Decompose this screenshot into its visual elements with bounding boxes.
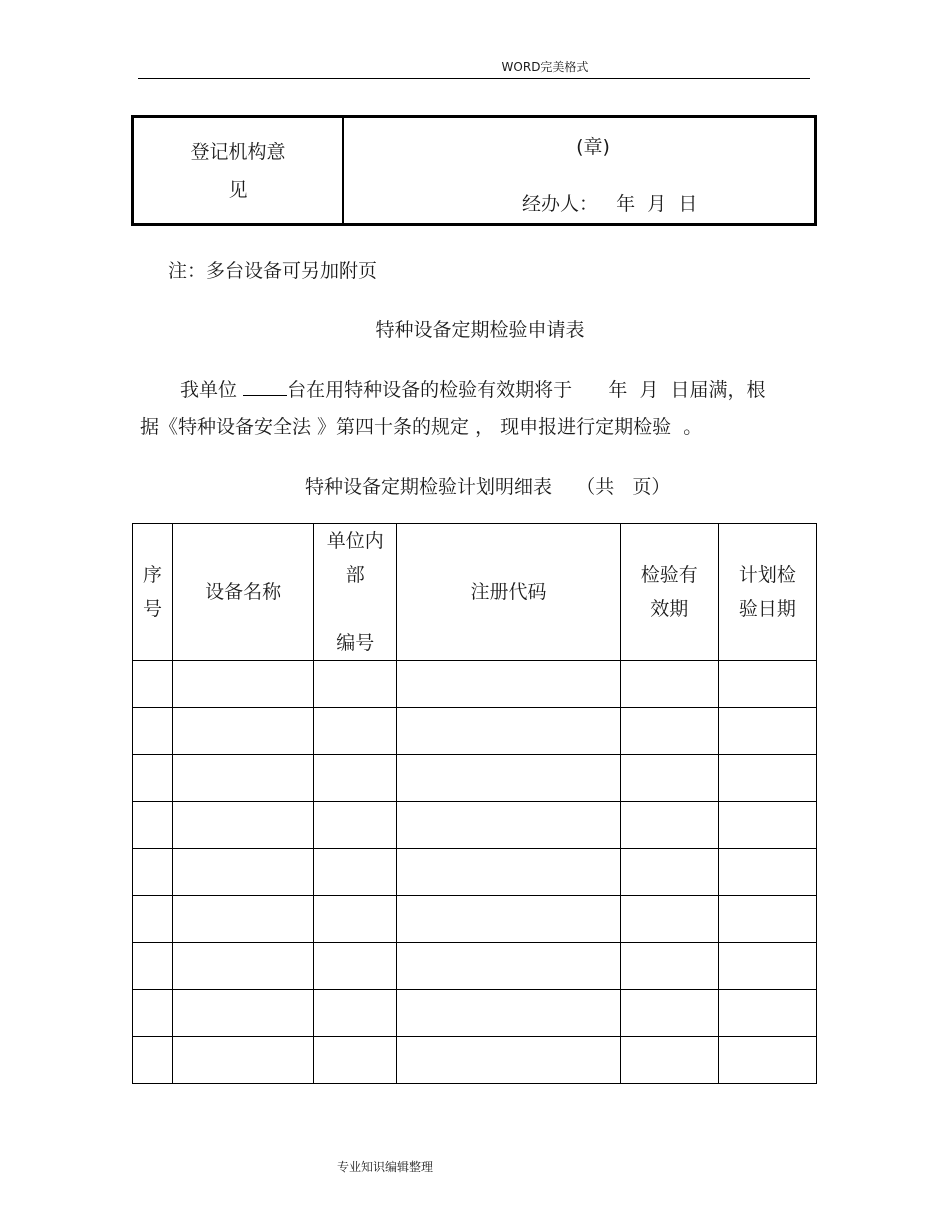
header-line: 单位内 (326, 530, 384, 552)
page-footer (337, 1158, 433, 1175)
table-cell[interactable] (133, 943, 173, 990)
table-cell[interactable] (718, 661, 816, 708)
table-cell[interactable] (133, 802, 173, 849)
table-cell[interactable] (397, 990, 620, 1037)
header-line: 检验有 (640, 564, 698, 586)
plan-title-text: 特种设备定期检验计划明细表 (305, 476, 553, 498)
table-cell[interactable] (314, 849, 397, 896)
table-cell[interactable] (397, 1037, 620, 1084)
para-month: 月 (639, 379, 659, 401)
table-row (133, 1037, 817, 1084)
header-line: 号 (143, 598, 163, 620)
footer-text: 专业知识编辑整理 (337, 1160, 434, 1174)
table-row (133, 661, 817, 708)
table-cell[interactable] (397, 943, 620, 990)
registration-opinion-cell (343, 117, 816, 225)
table-cell[interactable] (314, 708, 397, 755)
table-cell[interactable] (620, 802, 718, 849)
table-cell[interactable] (718, 896, 816, 943)
table-cell[interactable] (620, 661, 718, 708)
table-cell[interactable] (397, 849, 620, 896)
plan-table-title (305, 472, 670, 499)
unit-count-blank[interactable] (243, 377, 287, 396)
page-header (0, 58, 950, 75)
para-part2: 台在用特种设备的检验有效期将于 (287, 379, 573, 401)
handler-line (522, 189, 697, 216)
table-cell[interactable] (173, 802, 314, 849)
table-cell[interactable] (133, 755, 173, 802)
table-cell[interactable] (397, 708, 620, 755)
table-cell[interactable] (173, 896, 314, 943)
handler-month: 月 (647, 193, 667, 215)
table-body (133, 661, 817, 1084)
plan-pages-open: （共 (576, 476, 615, 498)
table-cell[interactable] (314, 755, 397, 802)
table-cell[interactable] (133, 849, 173, 896)
header-rule (138, 78, 810, 79)
table-cell[interactable] (173, 755, 314, 802)
table-cell[interactable] (133, 990, 173, 1037)
registration-opinion-table (131, 115, 817, 226)
para-year: 年 (608, 379, 628, 401)
seal-text: (章) (576, 136, 610, 158)
table-cell[interactable] (314, 802, 397, 849)
table-row (133, 802, 817, 849)
table-cell[interactable] (314, 1037, 397, 1084)
table-cell[interactable] (397, 661, 620, 708)
header-serial (133, 524, 173, 661)
table-cell[interactable] (314, 990, 397, 1037)
table-row (133, 755, 817, 802)
table-row (133, 943, 817, 990)
registration-label-cell (133, 117, 344, 225)
header-line: 部 (345, 564, 365, 586)
table-cell[interactable] (620, 849, 718, 896)
table-row (133, 849, 817, 896)
table-cell[interactable] (173, 849, 314, 896)
header-line: 注册代码 (470, 581, 547, 603)
handler-day: 日 (678, 193, 698, 215)
table-cell[interactable] (397, 896, 620, 943)
table-cell[interactable] (397, 802, 620, 849)
table-cell[interactable] (620, 896, 718, 943)
table-cell[interactable] (173, 990, 314, 1037)
table-cell[interactable] (718, 802, 816, 849)
header-line: 编号 (336, 632, 375, 654)
header-line: 序 (143, 564, 163, 586)
table-cell[interactable] (133, 1037, 173, 1084)
table-cell[interactable] (133, 896, 173, 943)
header-line (314, 592, 396, 626)
para-part1: 我单位 (180, 379, 238, 401)
table-row (133, 896, 817, 943)
header-line: 设备名称 (205, 581, 282, 603)
application-form-title: 特种设备定期检验申请表 (375, 319, 585, 341)
table-cell[interactable] (718, 708, 816, 755)
plan-pages-close: 页） (632, 476, 671, 498)
table-cell[interactable] (173, 708, 314, 755)
table-cell[interactable] (620, 755, 718, 802)
table-cell[interactable] (173, 943, 314, 990)
header-internal-number (314, 524, 397, 661)
header-text: WORD完美格式 (501, 60, 589, 74)
table-cell[interactable] (620, 990, 718, 1037)
registration-label-line2: 见 (228, 178, 248, 201)
table-cell[interactable] (620, 1037, 718, 1084)
table-header-row (133, 524, 817, 661)
table-row (133, 990, 817, 1037)
application-paragraph-line2: 据《特种设备安全法 》第四十条的规定 ， 现申报进行定期检验 。 (140, 416, 703, 438)
table-cell[interactable] (314, 661, 397, 708)
table-cell[interactable] (718, 990, 816, 1037)
header-line: 效期 (650, 598, 689, 620)
inspection-plan-table (132, 523, 817, 1084)
header-equipment-name (173, 524, 314, 661)
application-paragraph-line1 (180, 375, 766, 402)
para-part3: 日届满，根 (670, 379, 766, 401)
table-cell[interactable] (173, 661, 314, 708)
table-cell[interactable] (718, 849, 816, 896)
table-cell[interactable] (718, 943, 816, 990)
registration-label-line1: 登记机构意 (190, 140, 286, 163)
table-cell[interactable] (133, 661, 173, 708)
header-planned-date (718, 524, 816, 661)
handler-label: 经办人： (522, 193, 599, 215)
table-cell[interactable] (133, 708, 173, 755)
header-line: 计划检 (738, 564, 796, 586)
table-cell[interactable] (397, 755, 620, 802)
table-cell[interactable] (718, 1037, 816, 1084)
table-cell[interactable] (620, 943, 718, 990)
table-cell[interactable] (314, 896, 397, 943)
table-row (133, 708, 817, 755)
table-cell[interactable] (314, 943, 397, 990)
header-line: 验日期 (738, 598, 796, 620)
handler-year: 年 (616, 193, 636, 215)
header-registration-code (397, 524, 620, 661)
table-cell[interactable] (620, 708, 718, 755)
table-cell[interactable] (718, 755, 816, 802)
header-validity-period (620, 524, 718, 661)
table-cell[interactable] (173, 1037, 314, 1084)
note-text: 注：多台设备可另加附页 (168, 260, 378, 282)
